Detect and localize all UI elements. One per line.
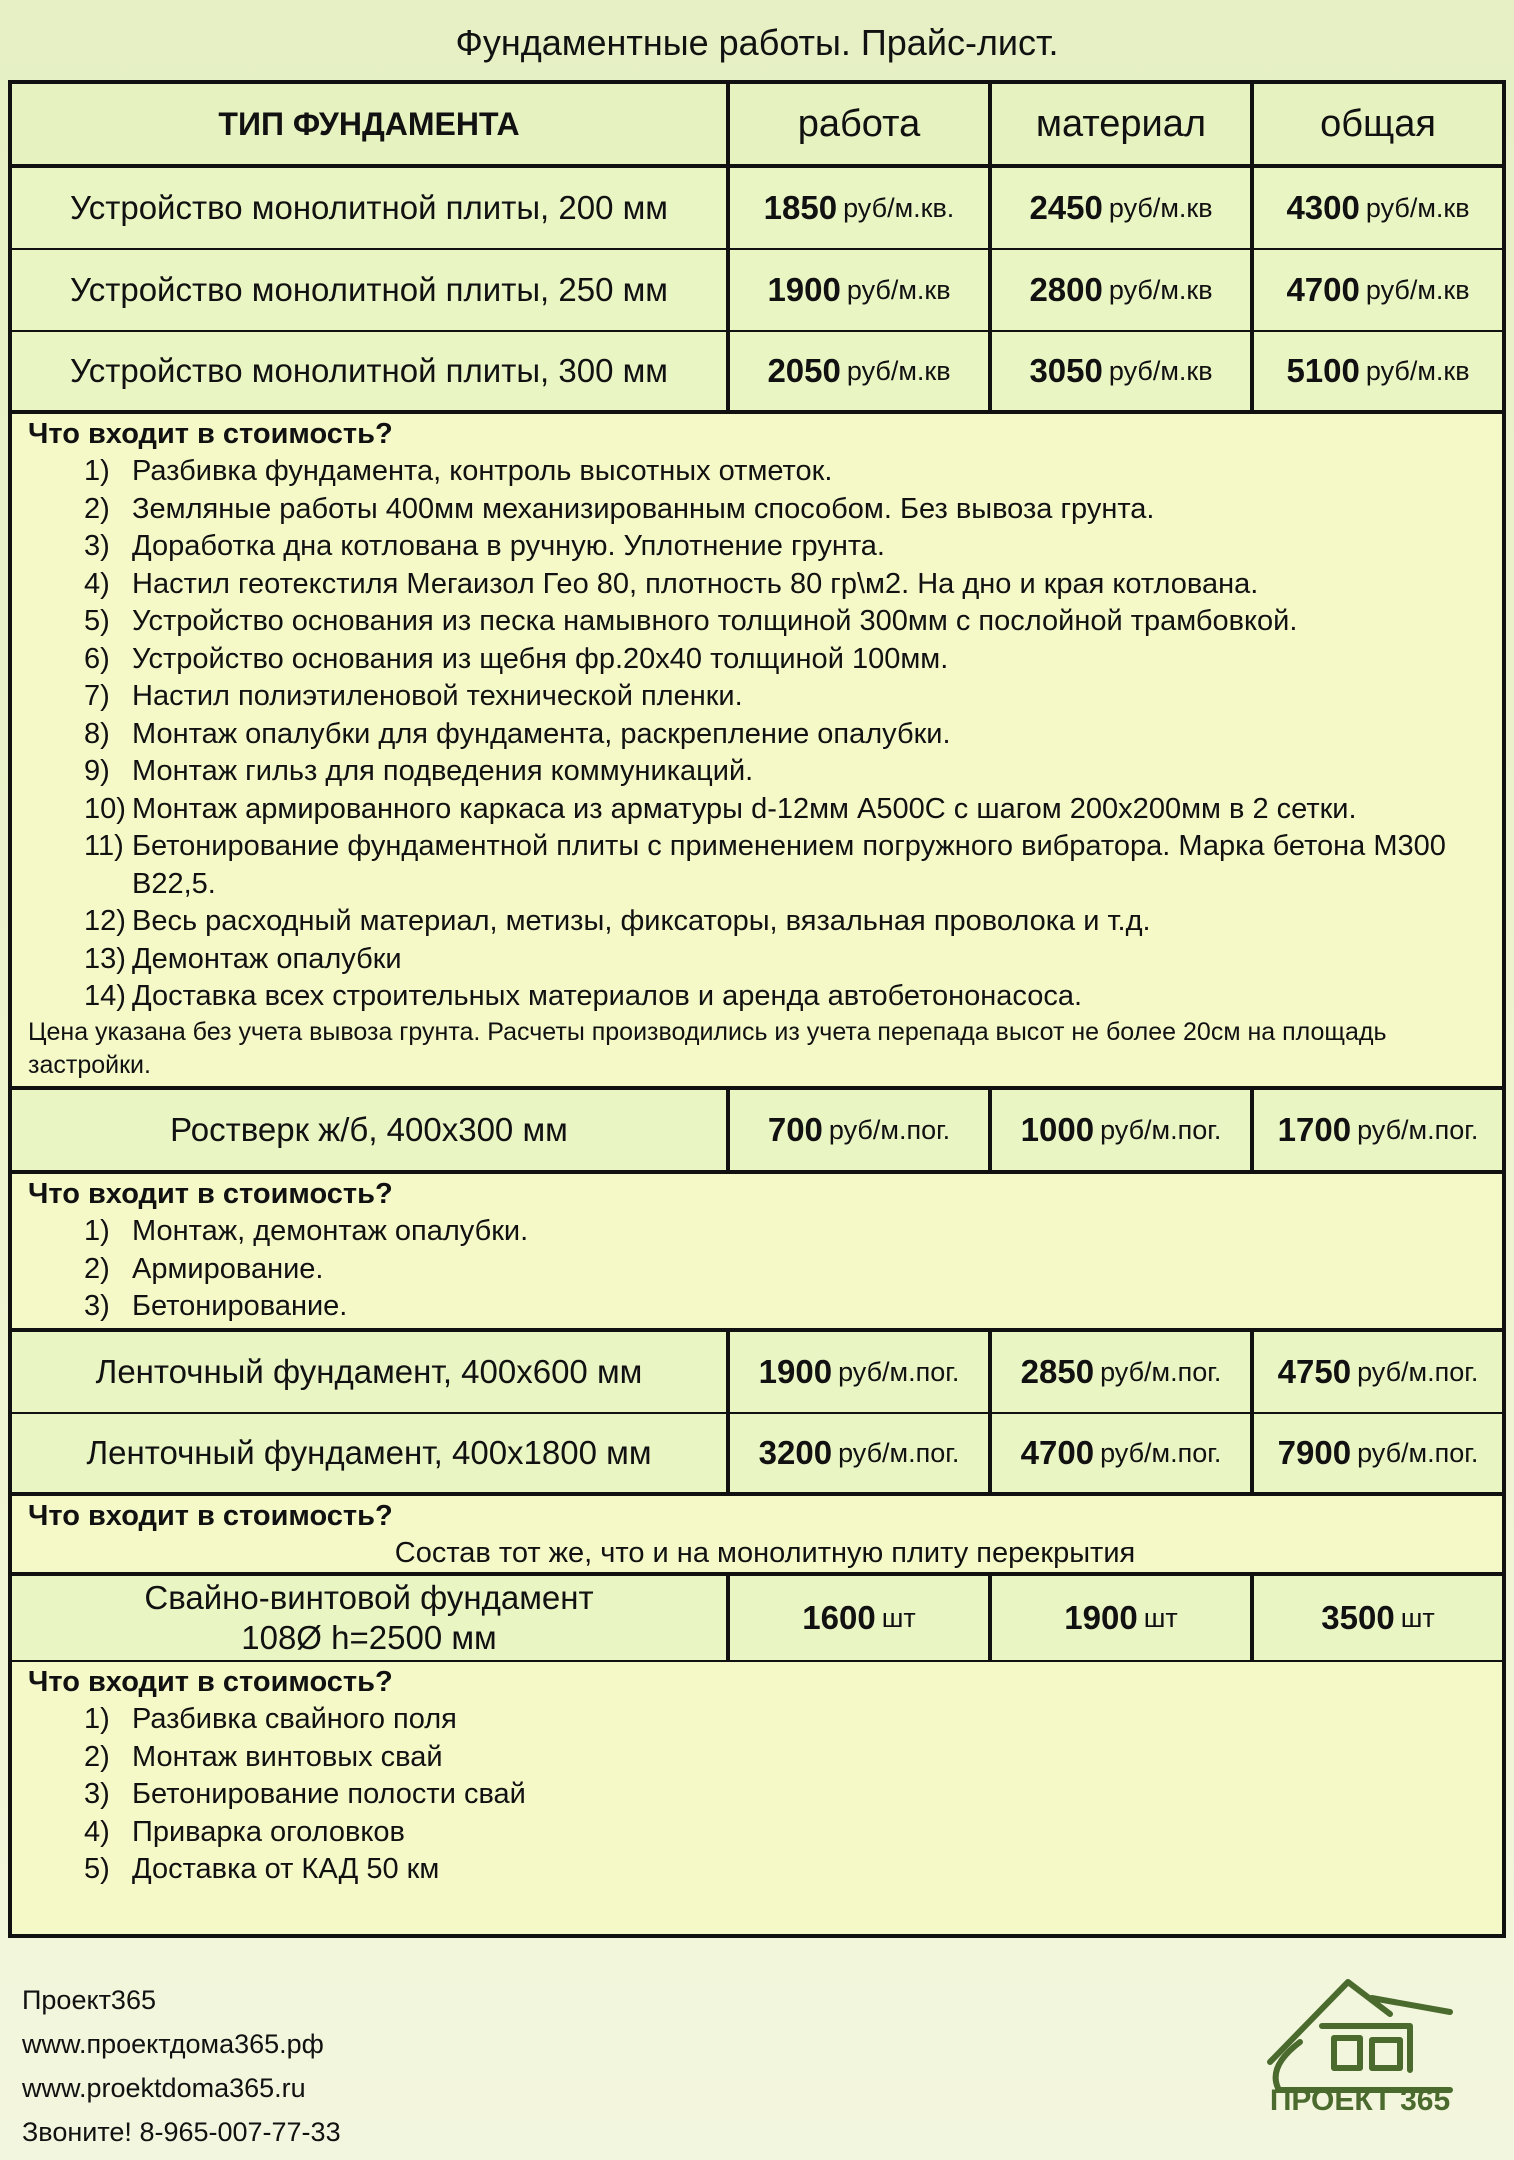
price-work: 1900 руб/м.кв <box>730 250 992 330</box>
company-name: Проект365 <box>22 1985 156 2015</box>
row-name: Свайно-винтовой фундамент 108Ø h=2500 мм <box>12 1576 730 1660</box>
table-header <box>12 84 1502 168</box>
list-item: 6) Устройство основания из щебня фр.20х40 толщиной 100мм. <box>84 642 949 675</box>
strip-included-section <box>12 1496 1502 1576</box>
list-item: 8) Монтаж опалубки для фундамента, раскрепление опалубки. <box>84 717 951 750</box>
list-item: 1) Разбивка свайного поля <box>84 1703 457 1735</box>
table-row <box>12 250 1502 332</box>
included-question: Что входит в стоимость? <box>28 1666 393 1698</box>
price-material: 3050 руб/м.кв <box>992 332 1254 410</box>
price-work: 1600 шт <box>730 1576 992 1660</box>
price-work: 2050 руб/м.кв <box>730 332 992 410</box>
list-item: 1) Разбивка фундамента, контроль высотных отметок. <box>84 455 833 487</box>
phone-number[interactable]: Звоните! 8-965-007-77-33 <box>22 2117 341 2147</box>
price-material: 2450 руб/м.кв <box>992 168 1254 248</box>
price-material: 2850 руб/м.пог. <box>992 1332 1254 1412</box>
slab-included-section <box>12 414 1502 1090</box>
website-link-rf[interactable]: www.проектдома365.рф <box>22 2029 324 2059</box>
header-material: материал <box>992 84 1254 164</box>
included-list <box>28 1701 1502 1889</box>
price-total: 3500 шт <box>1254 1576 1502 1660</box>
price-note: Цена указана без учета вывоза грунта. Расчеты производились из учета перепада высот не более 20см на площадь застройки. <box>28 1017 1387 1079</box>
price-total: 5100 руб/м.кв <box>1254 332 1502 410</box>
row-name: Ленточный фундамент, 400х600 мм <box>12 1332 730 1412</box>
list-item: 5) Устройство основания из песка намывного толщиной 300мм с послойной трамбовкой. <box>84 605 1298 637</box>
row-name: Устройство монолитной плиты, 200 мм <box>12 168 730 248</box>
price-total: 4700 руб/м.кв <box>1254 250 1502 330</box>
page-title: Фундаментные работы. Прайс-лист. <box>455 22 1059 63</box>
list-item: 3) Доработка дна котлована в ручную. Уплотнение грунта. <box>84 530 885 562</box>
included-list <box>28 453 1502 1016</box>
table-row <box>12 1576 1502 1662</box>
row-name: Устройство монолитной плиты, 250 мм <box>12 250 730 330</box>
row-name: Устройство монолитной плиты, 300 мм <box>12 332 730 410</box>
pile-included-section <box>12 1662 1502 1934</box>
price-total: 4750 руб/м.пог. <box>1254 1332 1502 1412</box>
company-logo <box>1260 1970 1460 2120</box>
included-question: Что входит в стоимость? <box>28 1500 393 1532</box>
price-total: 1700 руб/м.пог. <box>1254 1090 1502 1170</box>
logo-text: ПРОЕКТ 365 <box>1269 2084 1451 2117</box>
list-item: 2) Монтаж винтовых свай <box>84 1740 443 1773</box>
list-item: 1) Монтаж, демонтаж опалубки. <box>84 1215 529 1247</box>
list-item: 13) Демонтаж опалубки <box>84 942 402 975</box>
list-item: 4) Приварка оголовков <box>84 1815 405 1848</box>
table-row <box>12 1414 1502 1496</box>
list-item: 2) Армирование. <box>84 1252 324 1285</box>
header-type: ТИП ФУНДАМЕНТА <box>12 84 730 164</box>
list-item: 3) Бетонирование полости свай <box>84 1778 526 1810</box>
price-work: 1850 руб/м.кв. <box>730 168 992 248</box>
list-item: 11) Бетонирование фундаментной плиты с применением погружного вибратора. Марка бетона М300 В22,5. <box>84 830 1446 900</box>
price-work: 700 руб/м.пог. <box>730 1090 992 1170</box>
price-work: 3200 руб/м.пог. <box>730 1414 992 1492</box>
table-row <box>12 1332 1502 1414</box>
included-question: Что входит в стоимость? <box>28 1178 393 1210</box>
list-item: 9) Монтаж гильз для подведения коммуникаций. <box>84 755 754 787</box>
price-material: 1000 руб/м.пог. <box>992 1090 1254 1170</box>
grillage-included-section <box>12 1174 1502 1332</box>
header-total: общая <box>1254 84 1502 164</box>
table-row <box>12 332 1502 414</box>
list-item: 5) Доставка от КАД 50 км <box>84 1853 440 1885</box>
included-question: Что входит в стоимость? <box>28 418 393 450</box>
price-material: 1900 шт <box>992 1576 1254 1660</box>
price-total: 7900 руб/м.пог. <box>1254 1414 1502 1492</box>
list-item: 3) Бетонирование. <box>84 1290 348 1322</box>
row-name: Ленточный фундамент, 400х1800 мм <box>12 1414 730 1492</box>
table-row <box>12 168 1502 250</box>
row-name: Ростверк ж/б, 400х300 мм <box>12 1090 730 1170</box>
website-link-ru[interactable]: www.proektdoma365.ru <box>22 2073 306 2103</box>
price-total: 4300 руб/м.кв <box>1254 168 1502 248</box>
price-work: 1900 руб/м.пог. <box>730 1332 992 1412</box>
header-work: работа <box>730 84 992 164</box>
price-material: 2800 руб/м.кв <box>992 250 1254 330</box>
list-item: 14) Доставка всех строительных материалов и аренда автобетононасоса. <box>84 980 1083 1012</box>
list-item: 7) Настил полиэтиленовой технической пленки. <box>84 680 743 712</box>
price-material: 4700 руб/м.пог. <box>992 1414 1254 1492</box>
included-list <box>28 1213 1502 1326</box>
table-row <box>12 1090 1502 1174</box>
list-item: 4) Настил геотекстиля Мегаизол Гео 80, плотность 80 гр\м2. На дно и края котлована. <box>84 567 1259 600</box>
list-item: 10) Монтаж армированного каркаса из арматуры d-12мм А500С с шагом 200х200мм в 2 сетки. <box>84 792 1357 825</box>
list-item: 12) Весь расходный материал, метизы, фиксаторы, вязальная проволока и т.д. <box>84 905 1151 937</box>
price-table <box>8 80 1506 1938</box>
footer-contacts <box>22 1978 341 2154</box>
list-item: 2) Земляные работы 400мм механизированным способом. Без вывоза грунта. <box>84 492 1155 525</box>
included-note: Состав тот же, что и на монолитную плиту перекрытия <box>394 1537 1136 1569</box>
